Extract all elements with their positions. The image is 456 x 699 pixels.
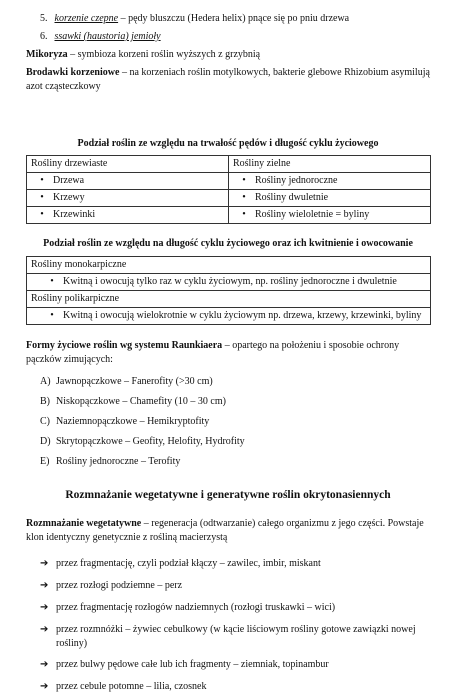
table-title: Podział roślin ze względu na trwałość pędów i długość cyklu życiowego bbox=[77, 138, 379, 149]
table-row: Rośliny monokarpiczne bbox=[27, 257, 431, 274]
table-header: Rośliny zielne bbox=[229, 156, 431, 173]
list-item: B) Niskopączkowe – Chamefity (10 – 30 cm) bbox=[40, 396, 226, 407]
arrow-right-icon: ➔ bbox=[40, 580, 49, 591]
table-row: • Krzewy • Rośliny dwuletnie bbox=[27, 190, 431, 207]
list-item: A) Jawnopączkowe – Fanerofity (>30 cm) bbox=[40, 376, 213, 387]
table-row: • Drzewa • Rośliny jednoroczne bbox=[27, 173, 431, 190]
list-term: ssawki (haustoria) jemioły bbox=[54, 31, 161, 42]
bullet-icon: • bbox=[40, 175, 44, 187]
bullet-icon: • bbox=[40, 209, 44, 221]
bullet-icon: • bbox=[40, 192, 44, 204]
bullet-icon: • bbox=[242, 192, 246, 204]
list-item: ➔ przez fragmentację, czyli podział kłączy – zawilec, imbir, miskant bbox=[40, 558, 321, 569]
table-row: • Kwitną i owocują tylko raz w cyklu życiowym, np. rośliny jednoroczne i dwuletnie bbox=[27, 274, 431, 291]
list-item: E) Rośliny jednoroczne – Terofity bbox=[40, 456, 181, 467]
bullet-icon: • bbox=[50, 276, 54, 288]
definition-brodawki: Brodawki korzeniowe – na korzeniach roślin motylkowych, bakterie glebowe Rhizobium asymilują azot cząsteczkowy bbox=[26, 67, 430, 92]
list-item: ➔ przez rozłogi podziemne – perz bbox=[40, 580, 183, 591]
list-item: ➔ przez bulwy pędowe całe lub ich fragmenty – ziemniak, topinambur bbox=[40, 659, 329, 670]
section-heading: Rozmnażanie wegetatywne i generatywne roślin okrytonasiennych bbox=[65, 489, 391, 501]
definition-mikoryza: Mikoryza – symbioza korzeni roślin wyższych z grzybnią bbox=[26, 49, 261, 60]
arrow-right-icon: ➔ bbox=[40, 659, 49, 670]
list-item: D) Skrytopączkowe – Geofity, Helofity, Hydrofity bbox=[40, 436, 245, 447]
list-item: ➔ przez cebule potomne – lilia, czosnek bbox=[40, 681, 207, 692]
arrow-right-icon: ➔ bbox=[40, 602, 49, 613]
table-header-row bbox=[27, 156, 431, 173]
raunkiaer-intro: Formy życiowe roślin wg systemu Raunkiaera – opartego na położeniu i sposobie ochrony pączków zimujących: bbox=[26, 340, 400, 365]
arrow-right-icon: ➔ bbox=[40, 681, 49, 692]
list-item: 6. ssawki (haustoria) jemioły bbox=[40, 31, 161, 42]
wegetatywne-intro: Rozmnażanie wegetatywne – regeneracja (odtwarzanie) całego organizmu z jego części. Powstaje klon identyczny genetycznie z rośliną macierzystą bbox=[26, 518, 424, 543]
list-item: ➔ przez rozmnóżki – żywiec cebulkowy (w kącie liściowym rośliny gotowe zawiązki nowej rośliny) bbox=[40, 624, 416, 649]
bullet-icon: • bbox=[242, 175, 246, 187]
list-item: ➔ przez fragmentację rozłogów nadziemnych (rozłogi truskawki – wici) bbox=[40, 602, 336, 613]
table-row: Rośliny polikarpiczne bbox=[27, 291, 431, 308]
table-row: • Krzewinki • Rośliny wieloletnie = byliny bbox=[27, 207, 431, 224]
bullet-icon: • bbox=[50, 310, 54, 322]
table-row: • Kwitną i owocują wielokrotnie w cyklu życiowym np. drzewa, krzewy, krzewinki, byliny bbox=[27, 308, 431, 325]
arrow-right-icon: ➔ bbox=[40, 624, 49, 635]
table-title: Podział roślin ze względu na długość cyklu życiowego oraz ich kwitnienie i owocowanie bbox=[43, 238, 413, 249]
life-cycle-table bbox=[26, 155, 431, 224]
list-item: C) Naziemnopączkowe – Hemikryptofity bbox=[40, 416, 210, 427]
arrow-right-icon: ➔ bbox=[40, 558, 49, 569]
flowering-table bbox=[26, 256, 431, 325]
list-term: korzenie czepne bbox=[54, 13, 119, 24]
list-item: 5. korzenie czepne – pędy bluszczu (Hedera helix) pnące się po pniu drzewa bbox=[40, 13, 350, 24]
bullet-icon: • bbox=[242, 209, 246, 221]
table-header: Rośliny drzewiaste bbox=[27, 156, 229, 173]
